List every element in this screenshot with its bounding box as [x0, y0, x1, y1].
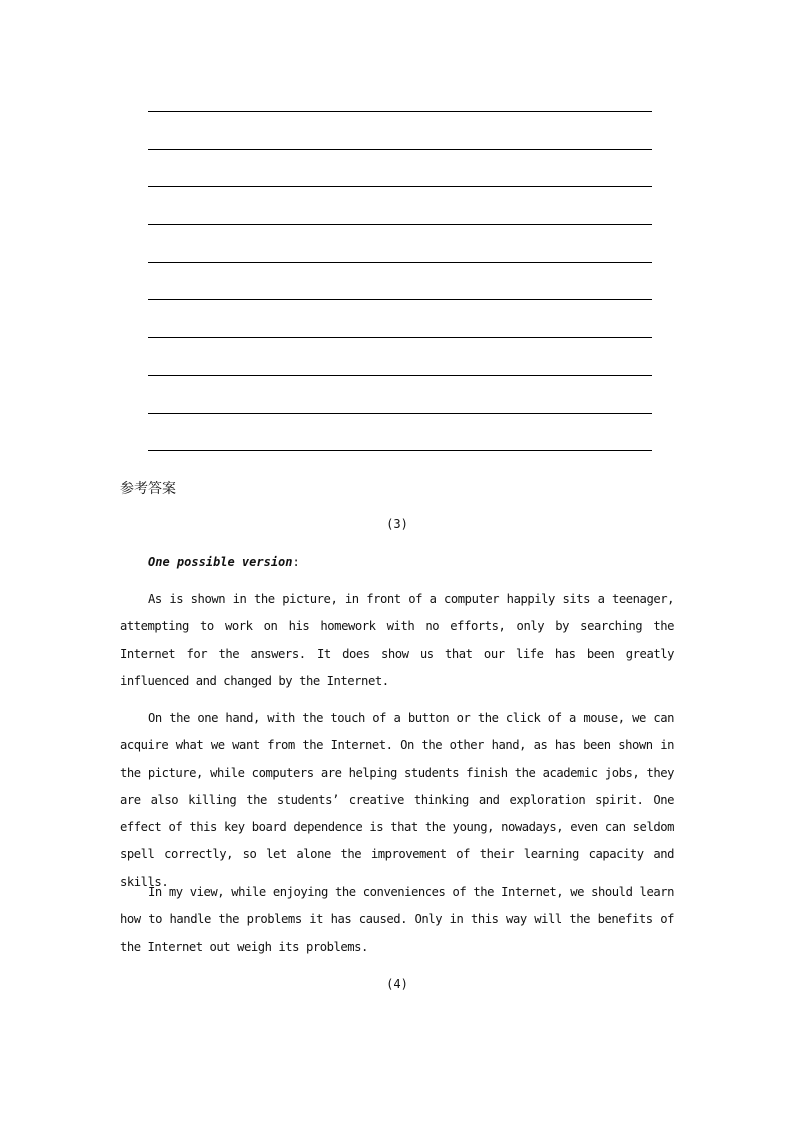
answer-line: [148, 186, 652, 187]
answer-line: [148, 149, 652, 150]
answer-line: [148, 299, 652, 300]
question-number-marker: (3): [386, 517, 408, 531]
answer-line: [148, 375, 652, 376]
answer-line: [148, 111, 652, 112]
question-number-marker: (4): [386, 977, 408, 991]
version-label: [148, 553, 300, 571]
essay-paragraph: As is shown in the picture, in front of a computer happily sits a teenager, attempting to work on his homework with no efforts, only by searching the Internet for the answers. It does show us that our life has been greatly influenced and changed by the Internet.: [120, 592, 674, 688]
essay-paragraph: On the one hand, with the touch of a button or the click of a mouse, we can acquire what we want from the Internet. On the other hand, as has been shown in the picture, while computers are helping students finish the academic jobs, they are also killing the students’ creative thinking and exploration spirit. One effect of this key board dependence is that the young, nowadays, even can seldom spell correctly, so let alone the improvement of their learning capacity and skills.: [120, 711, 674, 889]
answer-line: [148, 413, 652, 414]
version-label-colon: :: [292, 555, 300, 569]
blank-answer-lines: [148, 111, 652, 488]
answer-line: [148, 450, 652, 451]
answer-line: [148, 262, 652, 263]
version-label-text: One possible version: [148, 555, 293, 569]
essay-paragraph: In my view, while enjoying the conveniences of the Internet, we should learn how to handle the problems it has caused. Only in this way will the benefits of the Internet out weigh its problems.: [120, 885, 674, 954]
reference-answer-heading: 参考答案: [120, 481, 176, 497]
answer-line: [148, 337, 652, 338]
answer-line: [148, 224, 652, 225]
